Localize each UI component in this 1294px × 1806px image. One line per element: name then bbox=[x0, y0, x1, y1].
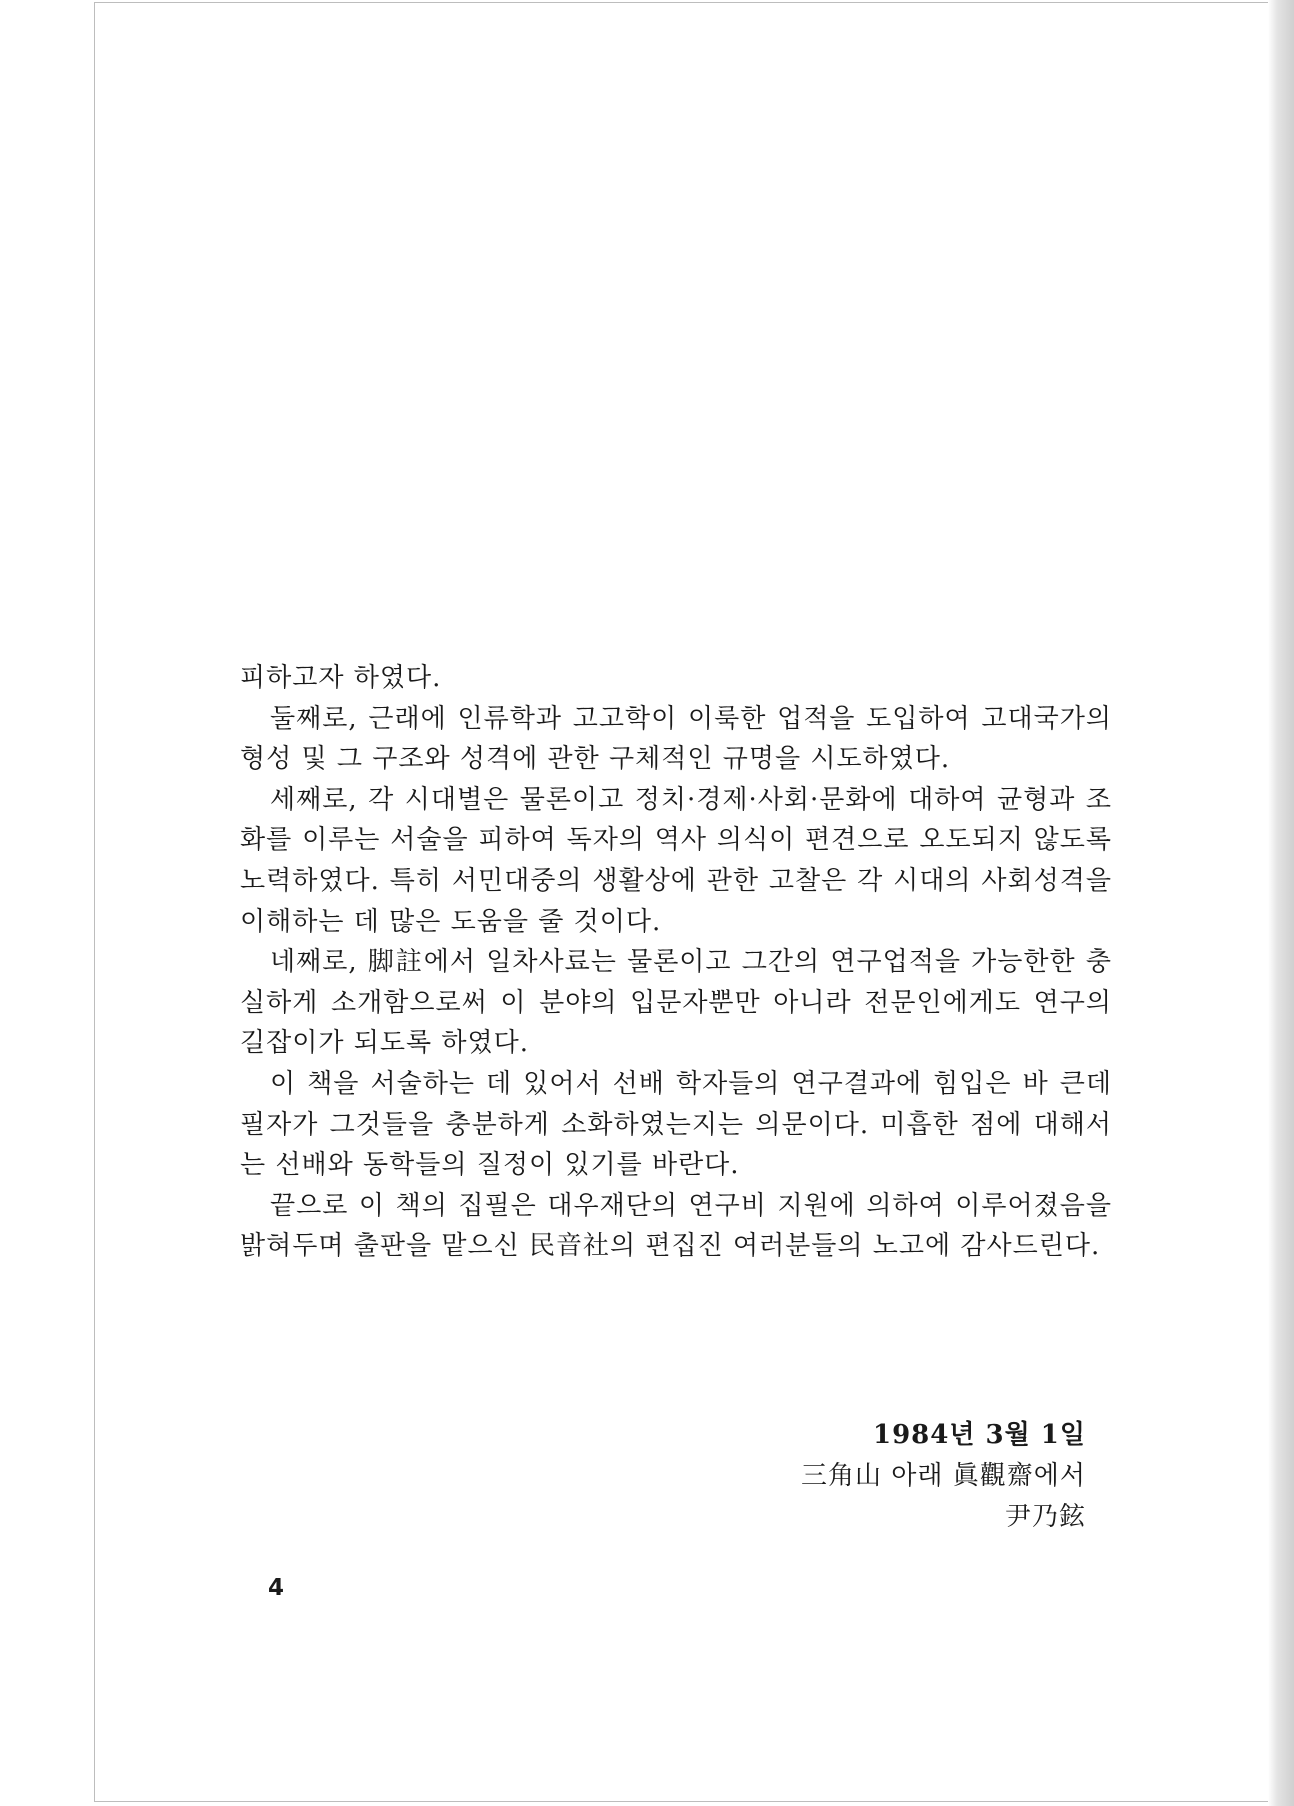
paragraph-second: 둘째로, 근래에 인류학과 고고학이 이룩한 업적을 도입하여 고대국가의 형성 및 그 구조와 성격에 관한 구체적인 규명을 시도하였다. bbox=[240, 703, 1112, 775]
paragraph-continuation: 피하고자 하였다. bbox=[240, 663, 442, 693]
signature-author: 尹乃鉉 bbox=[1004, 1502, 1086, 1532]
paragraph-closing: 끝으로 이 책의 집필은 대우재단의 연구비 지원에 의하여 이루어졌음을 밝혀두며 출판을 맡으신 民音社의 편집진 여러분들의 노고에 감사드린다. bbox=[240, 1190, 1112, 1262]
signature-block bbox=[801, 1415, 1086, 1538]
paragraph-third: 세째로, 각 시대별은 물론이고 정치·경제·사회·문화에 대하여 균형과 조화를 이루는 서술을 피하여 독자의 역사 의식이 편견으로 오도되지 않도록 노력하였다. 특히 서민대중의 생활상에 관한 고찰은 각 시대의 사회성격을 이해하는 데 많은 도움을 줄 것이다. bbox=[240, 784, 1112, 937]
paragraph-fourth: 네째로, 脚註에서 일차사료는 물론이고 그간의 연구업적을 가능한한 충실하게 소개함으로써 이 분야의 입문자뿐만 아니라 전문인에게도 연구의 길잡이가 되도록 하였다. bbox=[240, 947, 1113, 1059]
preface-body bbox=[240, 658, 1112, 1267]
paragraph-acknowledgement: 이 책을 서술하는 데 있어서 선배 학자들의 연구결과에 힘입은 바 큰데 필자가 그것들을 충분하게 소화하였는지는 의문이다. 미흡한 점에 대해서는 선배와 동학들의 질정이 있기를 바란다. bbox=[240, 1068, 1112, 1181]
page-edge-shadow bbox=[1268, 0, 1294, 1806]
signature-place: 三角山 아래 眞觀齋에서 bbox=[801, 1461, 1086, 1491]
signature-date: 1984년 3월 1일 bbox=[873, 1420, 1086, 1450]
page-number: 4 bbox=[268, 1575, 285, 1601]
